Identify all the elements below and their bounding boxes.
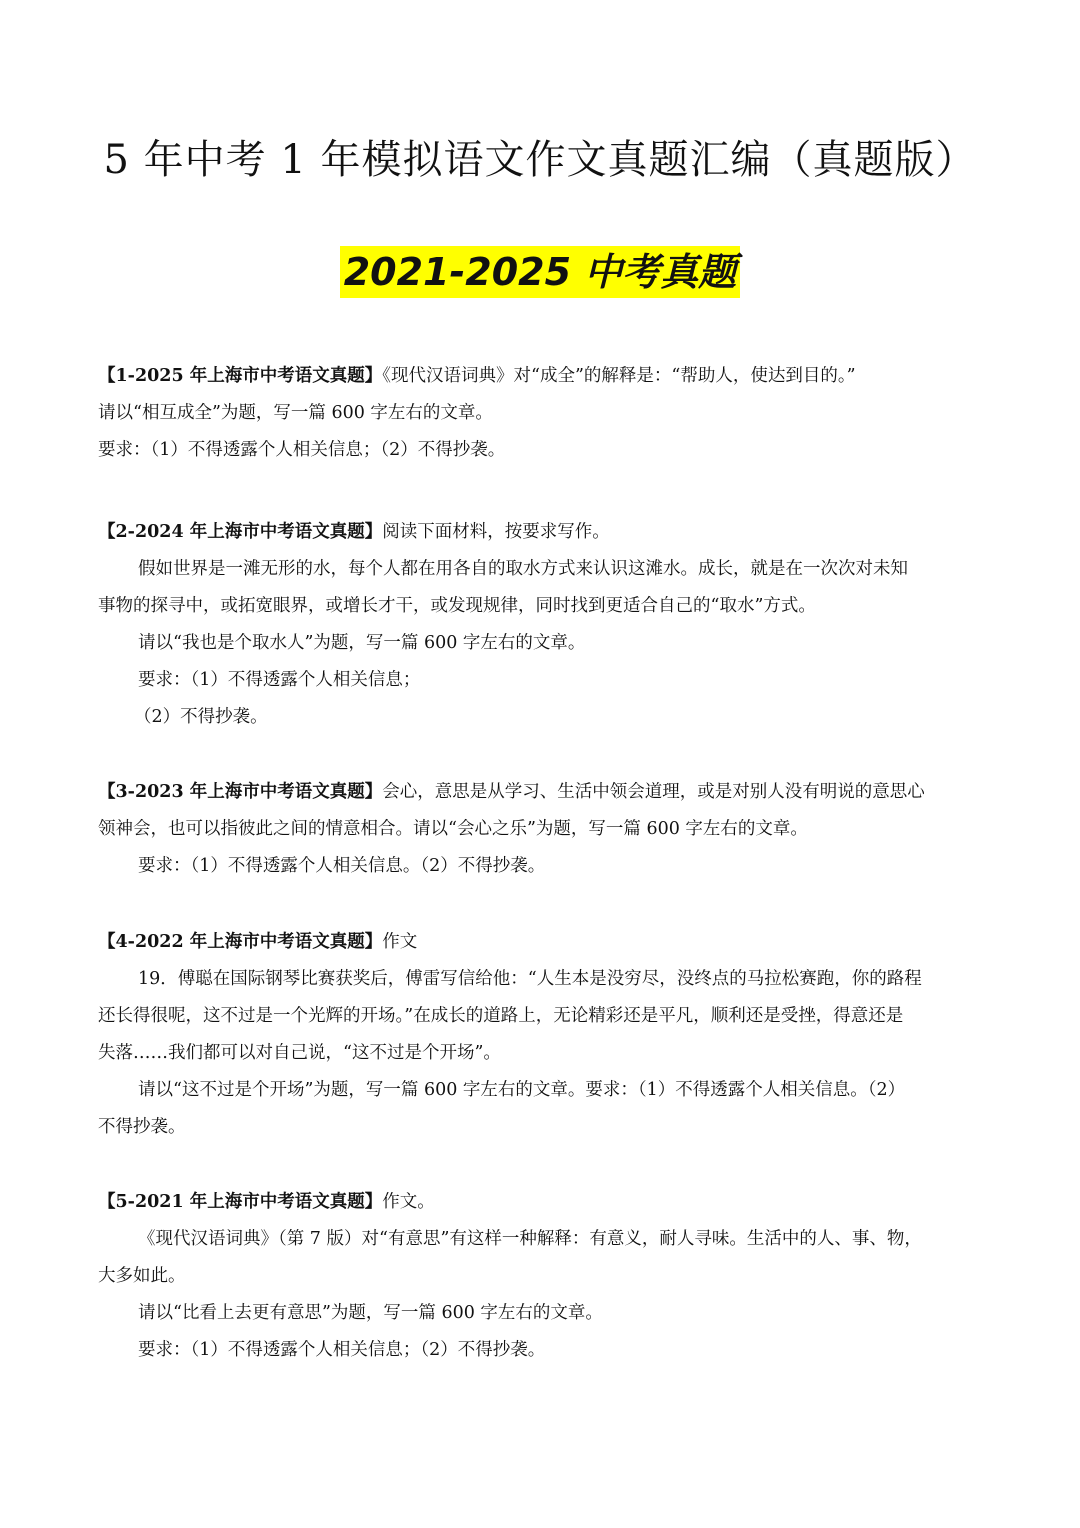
question-1-line-2: 请以“相互成全”为题，写一篇 600 字左右的文章。	[98, 403, 493, 423]
question-5-line-5: 要求：（1）不得透露个人相关信息；（2）不得抄袭。	[138, 1340, 546, 1360]
question-2-line-6: （2）不得抄袭。	[134, 707, 268, 727]
question-5	[98, 1184, 982, 1369]
question-2-line-1	[98, 514, 982, 551]
question-3-tag: 【3-2023 年上海市中考语文真题】	[98, 782, 383, 802]
question-3-line-3: 要求：（1）不得透露个人相关信息。（2）不得抄袭。	[138, 856, 546, 876]
question-3-text: 会心，意思是从学习、生活中领会道理，或是对别人没有明说的意思心	[382, 782, 925, 802]
question-2-line-5: 要求：（1）不得透露个人相关信息；	[138, 670, 421, 690]
question-1-tag: 【1-2025 年上海市中考语文真题】	[98, 366, 383, 386]
question-5-line-1	[98, 1184, 982, 1221]
question-2-line-4: 请以“我也是个取水人”为题，写一篇 600 字左右的文章。	[138, 633, 586, 653]
question-5-line-2: 《现代汉语词典》（第 7 版）对“有意思”有这样一种解释：有意义，耐人寻味。生活中的人、事、物，	[138, 1229, 922, 1249]
question-4-line-1	[98, 924, 982, 961]
question-2-line-3: 事物的探寻中，或拓宽眼界，或增长才干，或发现规律，同时找到更适合自己的“取水”方式。	[98, 596, 816, 616]
section-heading-wrap	[0, 246, 1080, 298]
question-3-line-2: 领神会，也可以指彼此之间的情意相合。请以“会心之乐”为题，写一篇 600 字左右的文章。	[98, 819, 808, 839]
question-1-line-3: 要求：（1）不得透露个人相关信息；（2）不得抄袭。	[98, 440, 506, 460]
question-5-line-3: 大多如此。	[98, 1266, 186, 1286]
question-4-line-6: 不得抄袭。	[98, 1117, 186, 1137]
question-2-line-2: 假如世界是一滩无形的水，每个人都在用各自的取水方式来认识这滩水。成长，就是在一次次对未知	[138, 559, 908, 579]
page-title: 5 年中考 1 年模拟语文作文真题汇编（真题版）	[103, 137, 977, 183]
question-1-text: 《现代汉语词典》对“成全”的解释是：“帮助人，使达到目的。”	[382, 366, 856, 386]
question-1-line-1	[98, 358, 982, 395]
question-3-line-1	[98, 774, 982, 811]
question-4-line-4: 失落……我们都可以对自己说，“这不过是个开场”。	[98, 1043, 501, 1063]
question-2-tag: 【2-2024 年上海市中考语文真题】	[98, 522, 383, 542]
question-4-tag: 【4-2022 年上海市中考语文真题】	[98, 932, 383, 952]
section-heading: 2021-2025 中考真题	[340, 246, 741, 298]
question-4-line-3: 还长得很呢，这不过是一个光辉的开场。”在成长的道路上，无论精彩还是平凡，顺利还是受挫，得意还是	[98, 1006, 904, 1026]
question-1	[98, 358, 982, 469]
question-4	[98, 924, 982, 1146]
question-5-tag: 【5-2021 年上海市中考语文真题】	[98, 1192, 383, 1212]
question-2	[98, 514, 982, 736]
question-4-line-5: 请以“这不过是个开场”为题，写一篇 600 字左右的文章。要求：（1）不得透露个人相关信息。（2）	[138, 1080, 906, 1100]
question-3	[98, 774, 982, 885]
question-4-text: 作文	[382, 932, 418, 952]
question-5-text: 作文。	[382, 1192, 435, 1212]
question-4-line-2: 19．傅聪在国际钢琴比赛获奖后，傅雷写信给他：“人生本是没穷尽，没终点的马拉松赛跑，你的路程	[138, 969, 922, 989]
question-5-line-4: 请以“比看上去更有意思”为题，写一篇 600 字左右的文章。	[138, 1303, 603, 1323]
question-2-text: 阅读下面材料，按要求写作。	[382, 522, 610, 542]
